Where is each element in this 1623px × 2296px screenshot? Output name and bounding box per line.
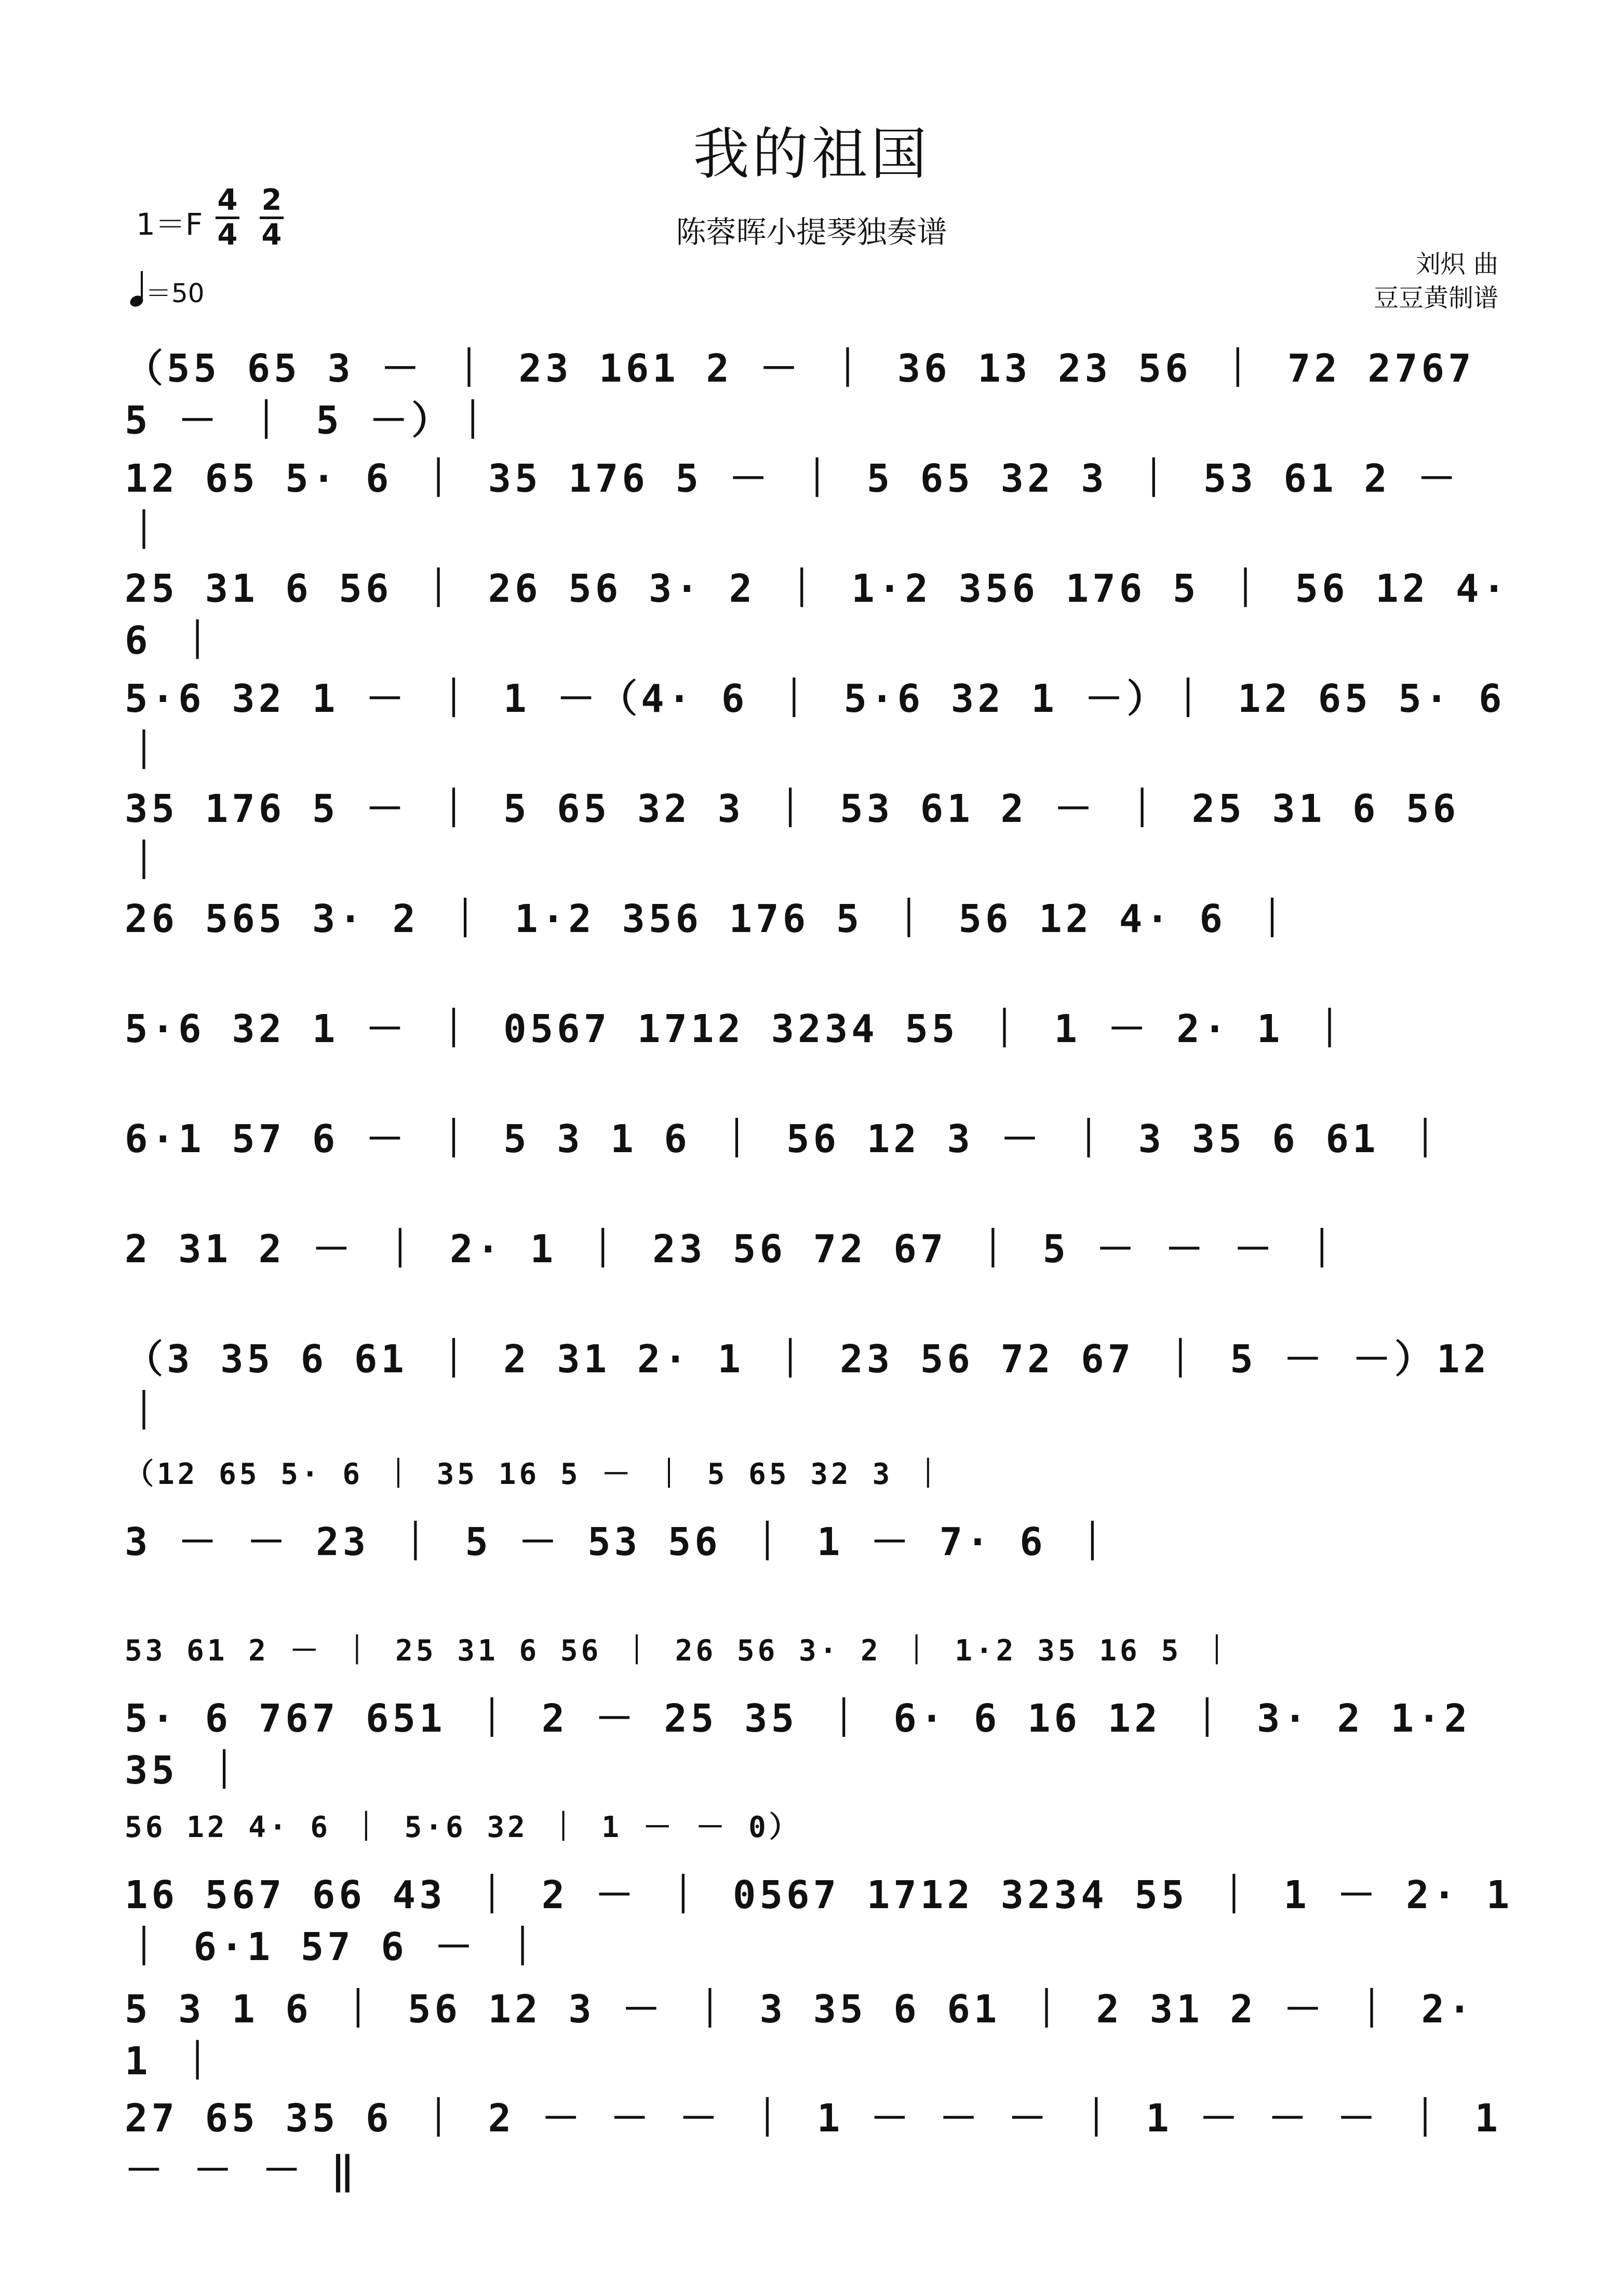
time-signature-2: [257, 184, 286, 251]
quarter-note-stem: [141, 271, 143, 298]
score-line-1: （55 65 3 － ｜ 23 161 2 － ｜ 36 13 23 56 ｜ 72 2767 5 － ｜ 5 －）｜: [125, 346, 1475, 443]
score-line-10: （3 35 6 61 ｜ 2 31 2· 1 ｜ 23 56 72 67 ｜ 5 － －）12 ｜: [125, 1337, 1491, 1434]
score-line-14: 5 3 1 6 ｜ 56 12 3 － ｜ 3 35 6 61 ｜ 2 31 2 － ｜ 2· 1 ｜: [125, 1987, 1475, 2084]
score-line-13-upper: 56 12 4· 6 ｜ 5·6 32 ｜ 1 － － 0）: [125, 1811, 801, 1844]
score-title: 我的祖国: [693, 122, 930, 187]
key-signature: 1＝F: [136, 207, 203, 242]
time-signature-1: [213, 184, 242, 251]
time-signature-2-top: 2: [261, 183, 282, 217]
score-line-9: 2 31 2 － ｜ 2· 1 ｜ 23 56 72 67 ｜ 5 － － － ｜: [125, 1227, 1345, 1272]
score-line-8: 6·1 57 6 － ｜ 5 3 1 6 ｜ 56 12 3 － ｜ 3 35 6 61 ｜: [125, 1117, 1448, 1161]
arranger-credit: 豆豆黄制谱: [1373, 283, 1498, 313]
score-line-12-lower: 5· 6 767 651 ｜ 2 － 25 35 ｜ 6· 6 16 12 ｜ 3· 2 1·2 35 ｜: [125, 1696, 1471, 1793]
score-line-5: 35 176 5 － ｜ 5 65 32 3 ｜ 53 61 2 － ｜ 25 31 6 56 ｜: [125, 787, 1460, 883]
score-line-15: 27 65 35 6 ｜ 2 － － － ｜ 1 － － － ｜ 1 － － － ｜ 1 － － － ‖: [125, 2096, 1502, 2193]
score-line-6: 26 565 3· 2 ｜ 1·2 356 176 5 ｜ 56 12 4· 6 ｜: [125, 897, 1295, 941]
score-subtitle: 陈蓉晖小提琴独奏谱: [676, 214, 947, 250]
score-line-11-upper: （12 65 5· 6 ｜ 35 16 5 － ｜ 5 65 32 3 ｜: [125, 1457, 946, 1491]
tempo-value: ＝50: [145, 278, 205, 308]
score-line-2: 12 65 5· 6 ｜ 35 176 5 － ｜ 5 65 32 3 ｜ 53 61 2 － ｜: [125, 456, 1460, 553]
score-line-12-upper: 53 61 2 － ｜ 25 31 6 56 ｜ 26 56 3· 2 ｜ 1·2 35 16 5 ｜: [125, 1634, 1235, 1668]
score-line-3: 25 31 6 56 ｜ 26 56 3· 2 ｜ 1·2 356 176 5 ｜ 56 12 4· 6 ｜: [125, 566, 1509, 663]
time-signature-1-top: 4: [217, 183, 238, 217]
time-signature-1-bottom: 4: [217, 218, 238, 252]
time-signature-2-bottom: 4: [261, 218, 282, 252]
score-line-7: 5·6 32 1 － ｜ 0567 1712 3234 55 ｜ 1 － 2· 1 ｜: [125, 1007, 1352, 1051]
score-line-4: 5·6 32 1 － ｜ 1 －（4· 6 ｜ 5·6 32 1 －）｜ 12 65 5· 6 ｜: [125, 677, 1506, 773]
tempo-marking: [130, 273, 205, 310]
score-line-11-lower: 3 － － 23 ｜ 5 － 53 56 ｜ 1 － 7· 6 ｜: [125, 1520, 1116, 1564]
composer-credit: 刘炽 曲: [1415, 250, 1498, 279]
score-line-13-lower: 16 567 66 43 ｜ 2 － ｜ 0567 1712 3234 55 ｜ 1 － 2· 1 ｜ 6·1 57 6 － ｜: [125, 1873, 1513, 1969]
